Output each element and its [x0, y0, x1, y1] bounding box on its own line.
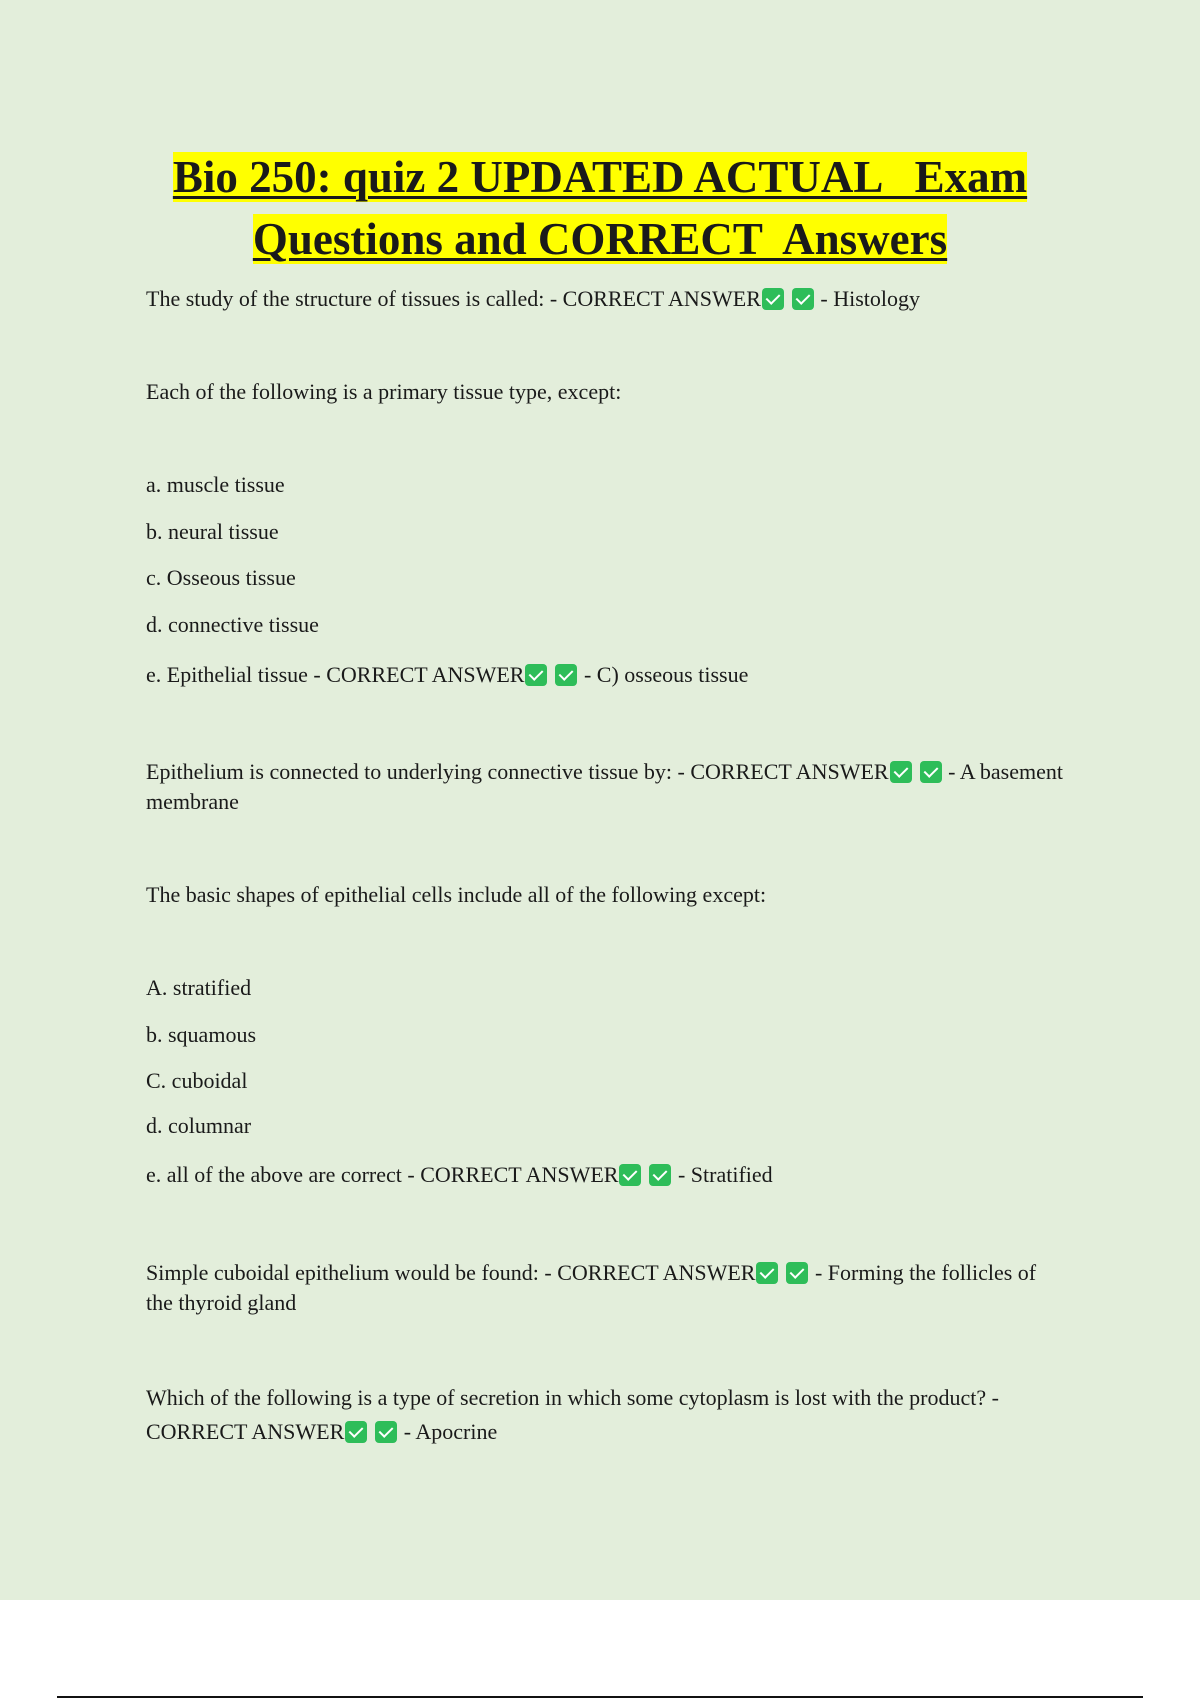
checkmark-icon — [649, 1164, 671, 1186]
question-2 — [146, 377, 1086, 407]
title-line-1: Bio 250: quiz 2 UPDATED ACTUAL Exam — [172, 152, 1028, 202]
option-answer-row — [146, 660, 1086, 690]
option-item: b. neural tissue — [146, 519, 279, 544]
correct-answer-label: - CORRECT ANSWER — [549, 286, 761, 311]
checkmark-icon — [619, 1164, 641, 1186]
option-item: e. all of the above are correct — [146, 1162, 402, 1187]
question-text: The basic shapes of epithelial cells include all of the following except: — [146, 882, 767, 907]
correct-answer-label: - CORRECT ANSWER — [677, 759, 889, 784]
answer-text: - Histology — [820, 286, 921, 311]
question-text: Simple cuboidal epithelium would be found: — [146, 1260, 539, 1285]
option-item: e. Epithelial tissue — [146, 662, 308, 687]
question-1 — [146, 284, 1086, 314]
correct-answer-label: - CORRECT ANSWER — [407, 1162, 619, 1187]
answer-text: - Stratified — [677, 1162, 773, 1187]
checkmark-icon — [756, 1262, 778, 1284]
answer-text: - A basement membrane — [146, 759, 1063, 814]
option-answer-row — [146, 1160, 1086, 1190]
checkmark-icon — [792, 288, 814, 310]
correct-answer-label: - CORRECT ANSWER — [313, 662, 525, 687]
checkmark-icon — [786, 1262, 808, 1284]
checkmark-icon — [525, 664, 547, 686]
option-item: d. connective tissue — [146, 612, 319, 637]
checkmark-icon — [890, 761, 912, 783]
checkmark-icon — [762, 288, 784, 310]
correct-answer-label: - CORRECT ANSWER — [146, 1385, 999, 1444]
question-3 — [146, 757, 1086, 817]
answer-text: - Apocrine — [403, 1419, 498, 1444]
option-item: A. stratified — [146, 975, 252, 1000]
footer-rule — [57, 1696, 1143, 1698]
option-item: a. muscle tissue — [146, 472, 285, 497]
title-line-2: Questions and CORRECT Answers — [252, 214, 948, 264]
question-5 — [146, 1258, 1046, 1318]
question-text: Epithelium is connected to underlying connective tissue by: — [146, 759, 673, 784]
correct-answer-label: - CORRECT ANSWER — [544, 1260, 756, 1285]
question-text: Each of the following is a primary tissue type, except: — [146, 379, 622, 404]
answer-text: - C) osseous tissue — [583, 662, 749, 687]
checkmark-icon — [920, 761, 942, 783]
option-item: d. columnar — [146, 1113, 252, 1138]
question-text: The study of the structure of tissues is called: — [146, 286, 545, 311]
answer-text: - Forming the follicles of the thyroid gland — [146, 1260, 1037, 1315]
question-4 — [146, 880, 1086, 910]
option-item: c. Osseous tissue — [146, 565, 296, 590]
checkmark-icon — [555, 664, 577, 686]
question-text: Which of the following is a type of secretion in which some cytoplasm is lost with the product? — [146, 1385, 987, 1410]
option-item: b. squamous — [146, 1022, 256, 1047]
checkmark-icon — [375, 1421, 397, 1443]
document-title — [0, 146, 1200, 270]
option-item: C. cuboidal — [146, 1068, 248, 1093]
question-6 — [146, 1381, 1086, 1449]
checkmark-icon — [345, 1421, 367, 1443]
